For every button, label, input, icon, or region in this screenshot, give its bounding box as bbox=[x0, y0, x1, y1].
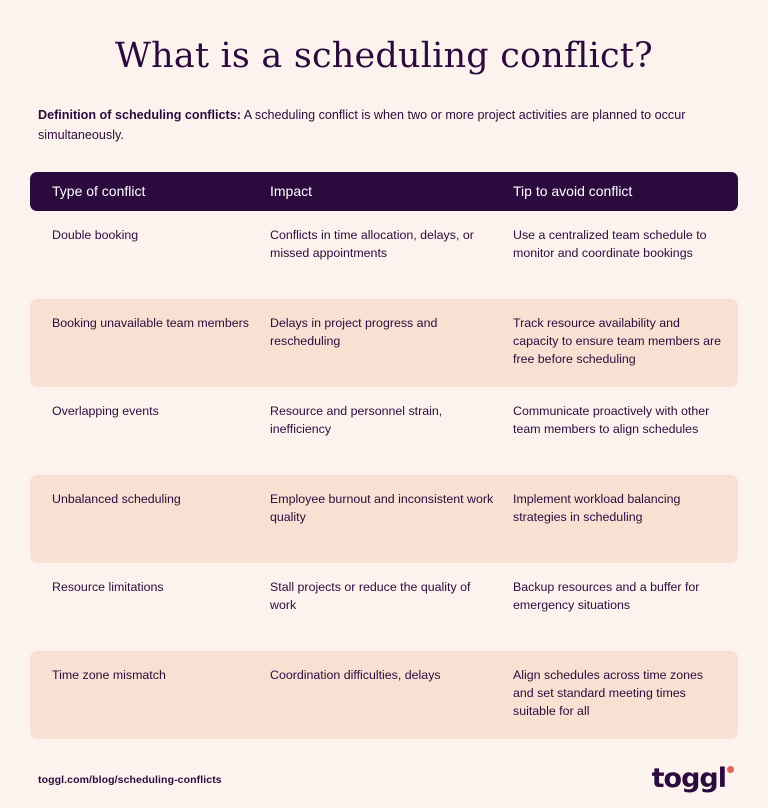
table-row bbox=[30, 563, 738, 651]
logo-text: toggl bbox=[651, 763, 726, 794]
cell-tip: Use a centralized team schedule to monitor and coordinate bookings bbox=[513, 228, 707, 261]
cell-impact: Conflicts in time allocation, delays, or missed appointments bbox=[270, 228, 474, 261]
cell-tip: Track resource availability and capacity to ensure team members are free before scheduling bbox=[513, 316, 721, 366]
cell-type: Double booking bbox=[52, 228, 139, 243]
column-header-impact: Impact bbox=[270, 183, 313, 200]
conflict-table bbox=[30, 172, 738, 739]
source-url[interactable]: toggl.com/blog/scheduling-conflicts bbox=[38, 774, 222, 786]
cell-tip: Implement workload balancing strategies in scheduling bbox=[513, 492, 681, 525]
cell-type: Resource limitations bbox=[52, 580, 164, 595]
column-header-tip: Tip to avoid conflict bbox=[513, 183, 633, 200]
cell-tip: Communicate proactively with other team members to align schedules bbox=[513, 404, 710, 437]
definition-text: A scheduling conflict is when two or more project activities are planned to occur simultaneously. bbox=[38, 108, 686, 142]
cell-type: Unbalanced scheduling bbox=[52, 492, 181, 507]
table-header-row bbox=[30, 172, 738, 211]
page-title: What is a scheduling conflict? bbox=[114, 36, 654, 76]
table-row bbox=[30, 299, 738, 387]
cell-impact: Resource and personnel strain, inefficiency bbox=[270, 404, 443, 437]
cell-impact: Coordination difficulties, delays bbox=[270, 668, 441, 683]
cell-type: Overlapping events bbox=[52, 404, 159, 419]
cell-impact: Employee burnout and inconsistent work quality bbox=[270, 492, 494, 525]
column-header-type: Type of conflict bbox=[52, 183, 146, 200]
definition-label: Definition of scheduling conflicts: bbox=[38, 108, 241, 122]
cell-impact: Delays in project progress and rescheduling bbox=[270, 316, 438, 349]
toggl-logo bbox=[652, 763, 734, 794]
table-row bbox=[30, 387, 738, 475]
cell-type: Time zone mismatch bbox=[52, 668, 166, 683]
table-row bbox=[30, 211, 738, 299]
cell-type: Booking unavailable team members bbox=[52, 316, 249, 331]
table-row bbox=[30, 651, 738, 739]
cell-impact: Stall projects or reduce the quality of work bbox=[270, 580, 471, 613]
cell-tip: Backup resources and a buffer for emergency situations bbox=[513, 580, 700, 613]
cell-tip: Align schedules across time zones and set standard meeting times suitable for all bbox=[513, 668, 704, 718]
table-row bbox=[30, 475, 738, 563]
logo-dot-icon bbox=[727, 766, 734, 773]
definition-paragraph bbox=[38, 106, 728, 145]
